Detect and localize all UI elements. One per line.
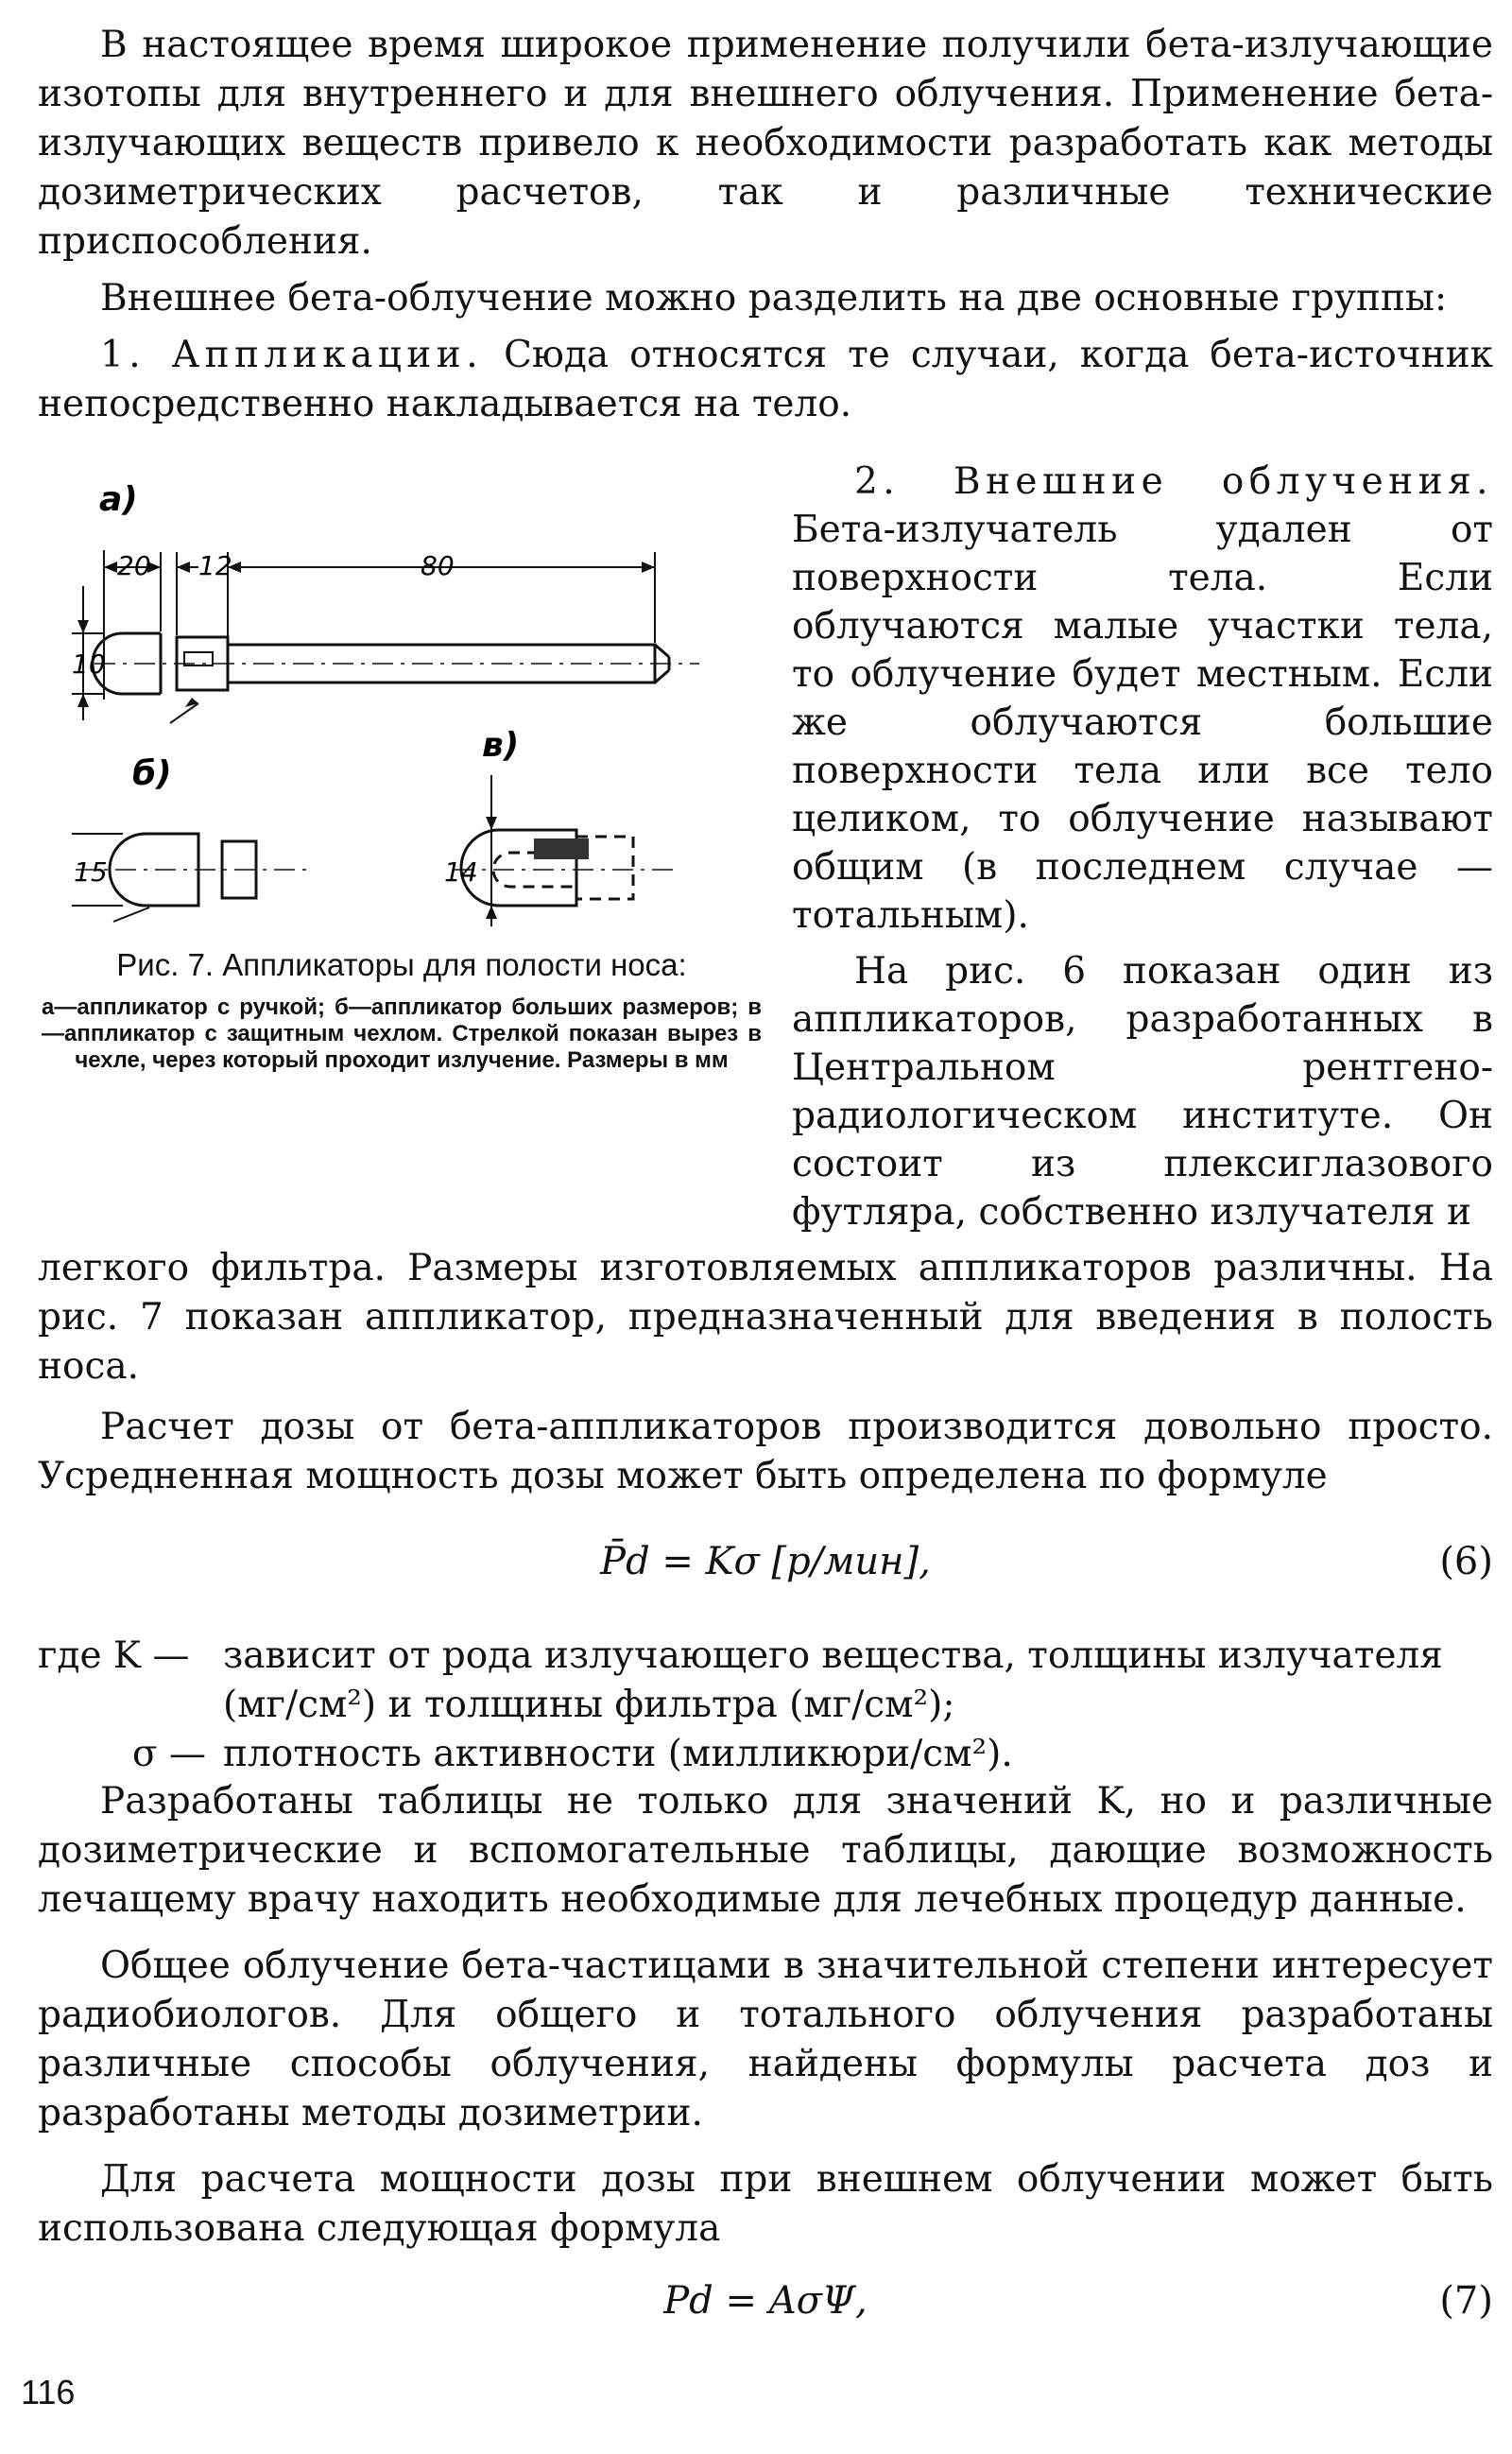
paragraph-tables: Разработаны таблицы не только для значений K, но и различные дозиметрические и вспомогательные таблицы, дающие возможность лечащему врачу находить необходимые для лечебных процедур данные. — [38, 1780, 1493, 1921]
where-k-text: зависит от рода излучающего вещества, толщины излучателя (мг/см²) и толщины фильтра (мг/см²); — [223, 1634, 1443, 1726]
item-1-heading: 1. Аппликации. — [100, 334, 484, 376]
formula-7 — [38, 2274, 1493, 2327]
applicator-a-handle-end — [655, 645, 669, 657]
paragraph-general-irradiation: Общее облучение бета-частицами в значительной степени интересует радиобиологов. Для общего и тотального облучения разработаны различные способы облучения, найдены формулы расчета доз и разработаны методы дозиметрии. — [38, 1944, 1493, 2134]
paragraph-external-formula: Для расчета мощности дозы при внешнем облучении может быть использована следующая формула — [38, 2158, 1493, 2250]
formula-7-number: (7) — [1439, 2279, 1493, 2323]
label-a: а) — [99, 480, 138, 519]
label-v: в) — [482, 726, 520, 765]
where-k — [38, 1632, 1493, 1730]
paragraph-groups: Внешнее бета-облучение можно разделить на две основные группы: — [100, 277, 1448, 320]
top-text-block — [38, 21, 1493, 429]
where-sigma — [38, 1730, 1493, 1779]
formula-6-number: (6) — [1439, 1540, 1493, 1583]
dim-14-text: 14 — [444, 856, 478, 888]
applicator-drawings — [57, 473, 747, 926]
formula-legend — [38, 1632, 1493, 1779]
formula-6 — [38, 1535, 1493, 1588]
where-k-symbol: где K — — [38, 1634, 190, 1677]
paragraph-intro: В настоящее время широкое применение получили бета-излучающие изотопы для внутреннего и для внешнего облучения. Применение бета-излучающих веществ привело к необходимости разработать как методы дозиметрических расчетов, так и различные технические приспособления. — [38, 24, 1493, 263]
paragraph-item-2 — [792, 458, 1493, 940]
item-1-text: Сюда относятся те случаи, когда бета-источник непосредственно накладывается на тело. — [38, 334, 1493, 425]
dim-15-text: 15 — [74, 856, 108, 888]
figure-legend: а—аппликатор с ручкой; б—аппликатор больших размеров; в—аппликатор с защитным чехлом. Стрелкой показан вырез в чехле, через который проходит излучение. Размеры в мм — [42, 994, 762, 1073]
figure-title: Рис. 7. Аппликаторы для полости носа: — [116, 947, 687, 982]
arrow-b — [113, 907, 149, 922]
formula-7-expression: Pd = AσΨ, — [663, 2279, 868, 2323]
dim-10-text: 10 — [72, 648, 106, 680]
paragraph-item-1 — [38, 331, 1493, 429]
side-column — [792, 458, 1493, 1236]
where-sigma-symbol: σ — — [132, 1733, 207, 1775]
figure-7 — [38, 473, 765, 1219]
figure-caption — [38, 945, 765, 1074]
item-2-text: Бета-излучатель удален от поверхности тела. Если облучаются малые участки тела, то облучение будет местным. Если же облучаются большие поверхности тела или все тело целиком, то облучение называют общим (в последнем случае — тотальным). — [792, 509, 1493, 937]
dim-12-text: 12 — [198, 550, 232, 581]
label-b: б) — [132, 754, 172, 793]
formula-6-expression: P̄d = Kσ [р/мин], — [600, 1540, 931, 1583]
where-sigma-text: плотность активности (милликюри/см²). — [223, 1733, 1013, 1775]
dim-80-text: 80 — [421, 550, 455, 581]
bottom-text-block — [38, 1244, 1493, 1501]
paragraph-fig6: На рис. 6 показан один из аппликаторов, разработанных в Центральном рентгено-радиологическом институте. Он состоит из плексиглазового футляра, собственно излучателя и — [792, 950, 1493, 1234]
item-2-heading: 2. Внешние облучения. — [854, 460, 1493, 503]
paragraph-calculation: Расчет дозы от бета-аппликаторов производится довольно просто. Усредненная мощность дозы может быть определена по формуле — [38, 1406, 1493, 1497]
page-number: 116 — [21, 2373, 76, 2411]
window-hatch — [534, 838, 589, 859]
dim-20-text: 20 — [117, 550, 151, 581]
paragraph-continuation: легкого фильтра. Размеры изготовляемых аппликаторов различны. На рис. 7 показан аппликатор, предназначенный для введения в полость носа. — [38, 1247, 1493, 1388]
closing-text-block — [38, 1777, 1493, 2254]
arrow-a — [170, 703, 198, 723]
